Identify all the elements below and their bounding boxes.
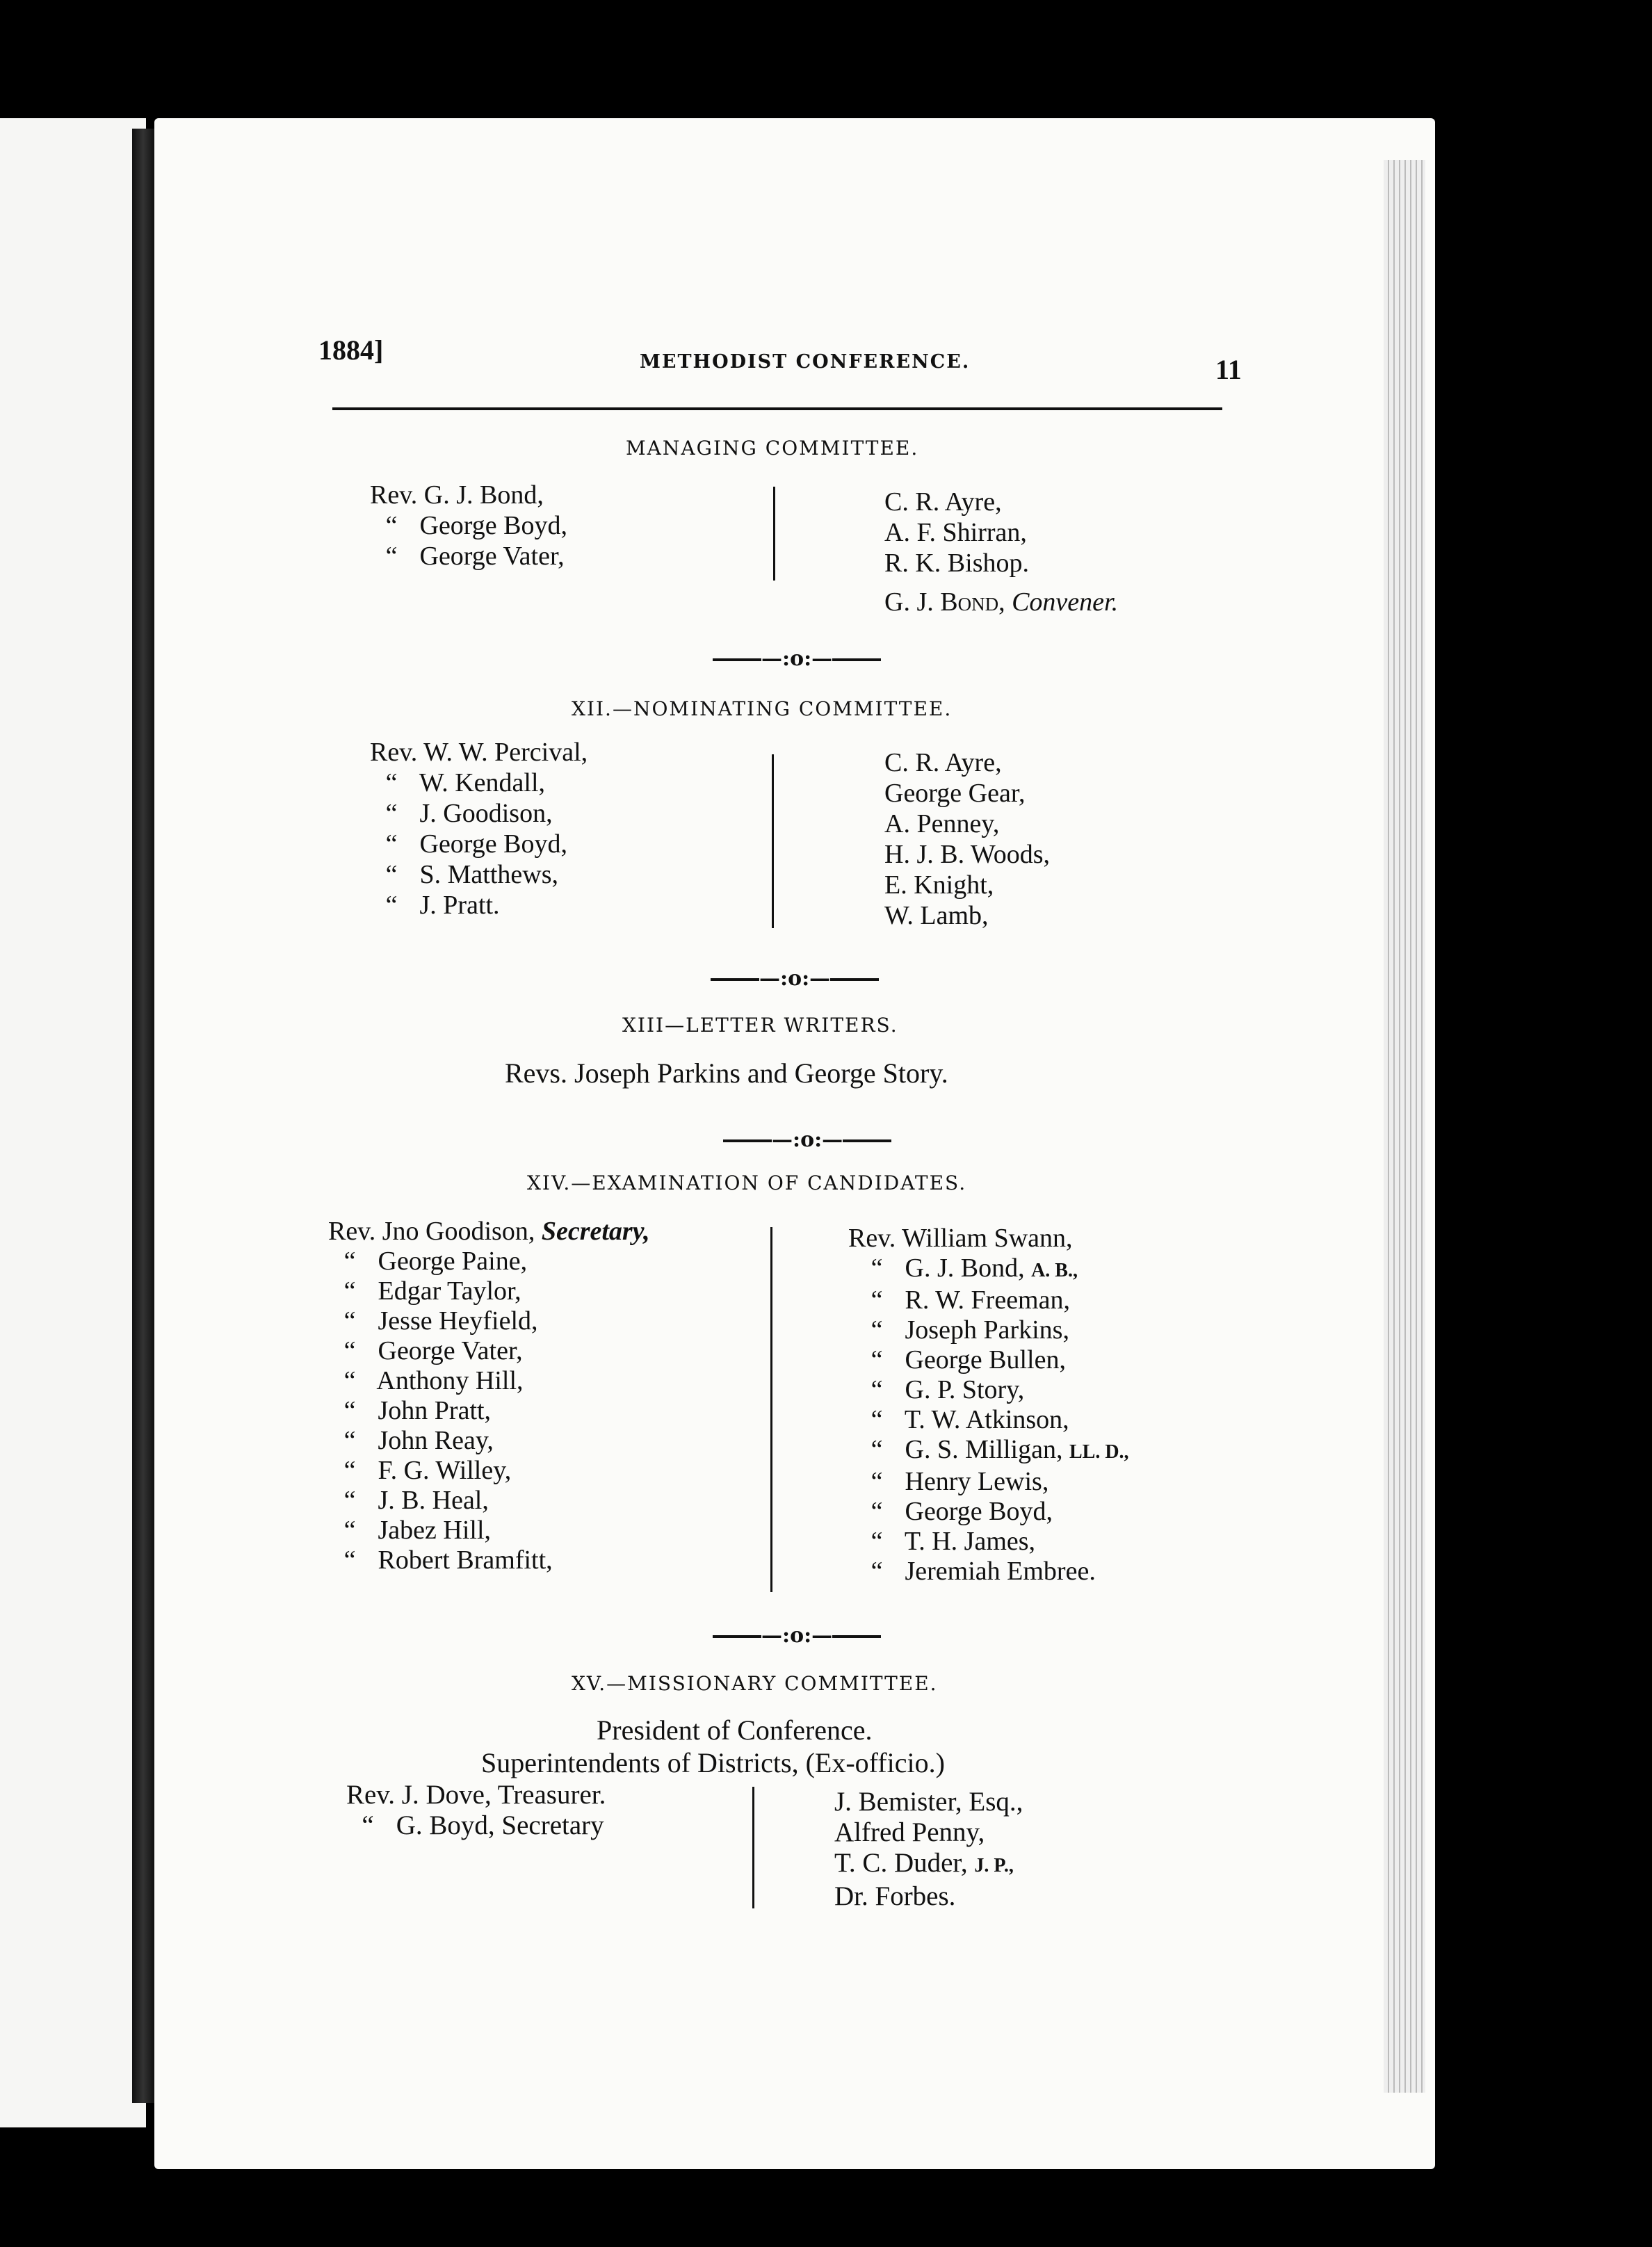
- managing-right-column: C. R. Ayre, A. F. Shirran, R. K. Bishop. G. J. Bond, Convener.: [884, 487, 1119, 617]
- header-rule: [332, 407, 1222, 410]
- examination-right-column: Rev. William Swann, “ G. J. Bond, A. B., “ R. W. Freeman, “ Joseph Parkins, “ George Bullen, “ G. P. Story, “ T. W. Atkinson, “ G. S. Milligan, LL. D., “ Henry Lewis, “ George Boyd, “ T. H. James, “ Jeremiah Embree.: [848, 1224, 1129, 1586]
- missionary-left-column: Rev. J. Dove, Treasurer. “ G. Boyd, Secretary: [346, 1780, 606, 1840]
- section-separator: —:o:—: [713, 1623, 881, 1648]
- examination-left-column: Rev. Jno Goodison, Secretary, “ George Paine, “ Edgar Taylor, “ Jesse Heyfield, “ George Vater, “ Anthony Hill, “ John Pratt, “ John Reay, “ F. G. Willey, “ J. B. Heal, “ Jabez Hill, “ Robert Bramfitt,: [328, 1217, 650, 1575]
- examination-title: XIV.—EXAMINATION OF CANDIDATES.: [527, 1171, 967, 1194]
- nominating-right-column: C. R. Ayre, George Gear, A. Penney, H. J. B. Woods, E. Knight, W. Lamb,: [884, 748, 1051, 930]
- section-separator: —:o:—: [723, 1128, 891, 1152]
- section-separator: —:o:—: [711, 966, 879, 991]
- letter-writers-text: Revs. Joseph Parkins and George Story.: [505, 1057, 948, 1089]
- page-edges: [1384, 160, 1425, 2093]
- missionary-line-superintendents: Superintendents of Districts, (Ex-officio.): [481, 1747, 945, 1778]
- nominating-left-column: Rev. W. W. Percival, “ W. Kendall, “ J. Goodison, “ George Boyd, “ S. Matthews, “ J. Pratt.: [370, 738, 588, 920]
- column-divider: [772, 754, 774, 928]
- section-separator: —:o:—: [713, 647, 881, 671]
- running-title: METHODIST CONFERENCE.: [640, 351, 971, 373]
- header-year: 1884]: [318, 334, 384, 366]
- managing-title: MANAGING COMMITTEE.: [626, 437, 919, 460]
- page-number: 11: [1215, 354, 1242, 385]
- missionary-title: XV.—MISSIONARY COMMITTEE.: [572, 1672, 938, 1695]
- missionary-right-column: J. Bemister, Esq., Alfred Penny, T. C. Duder, J. P., Dr. Forbes.: [834, 1787, 1023, 1911]
- missionary-line-president: President of Conference.: [597, 1714, 873, 1746]
- column-divider: [773, 487, 775, 581]
- nominating-title: XII.—NOMINATING COMMITTEE.: [572, 697, 953, 720]
- letter-writers-title: XIII—LETTER WRITERS.: [622, 1014, 898, 1037]
- book-gutter: [132, 129, 154, 2103]
- facing-page-edge: [0, 118, 146, 2127]
- managing-left-column: Rev. G. J. Bond, “ George Boyd, “ George Vater,: [370, 480, 567, 571]
- column-divider: [752, 1787, 754, 1908]
- column-divider: [770, 1227, 772, 1592]
